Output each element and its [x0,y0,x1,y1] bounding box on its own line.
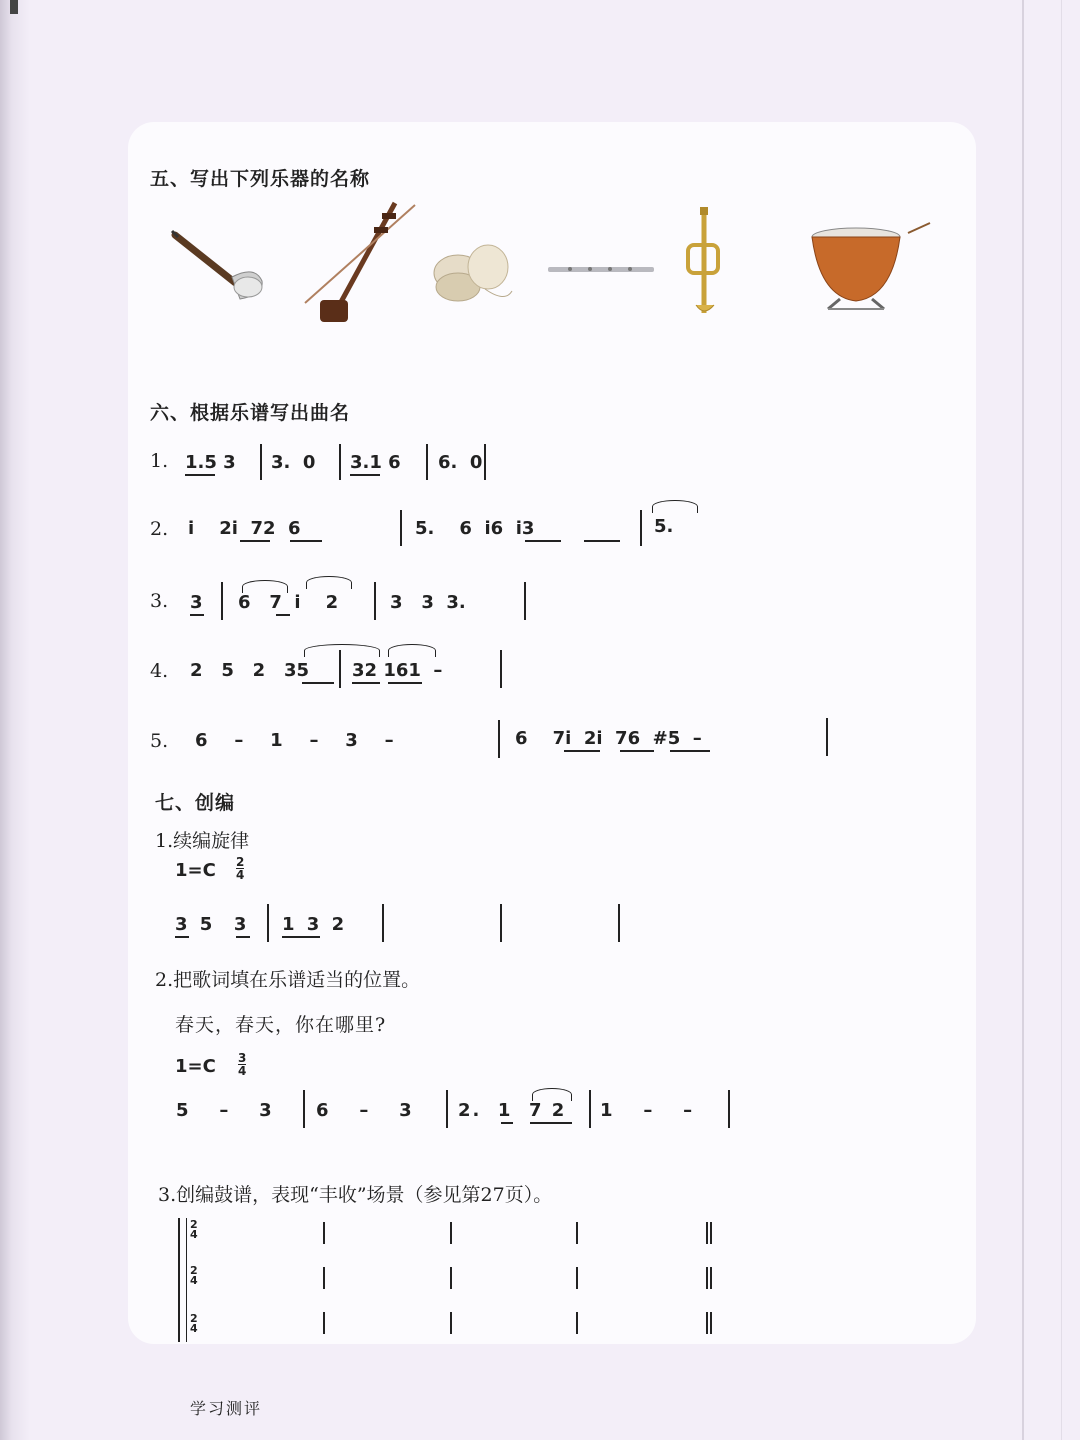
create-q1-time-signature [236,856,244,881]
barline [618,904,620,942]
underline [501,1122,513,1124]
barline [450,1222,452,1244]
tie [242,580,288,593]
time-sig-bottom: 4 [190,1228,198,1241]
page-footer: 学习测评 [190,1399,263,1418]
timpani-icon [812,223,930,309]
create-q1-measure-1: 3 5 3 [175,914,250,935]
create-q2-lyrics: 春天，春天，你在哪里? [175,1014,387,1036]
underline [282,936,320,938]
underline [290,540,322,542]
barline [498,720,500,758]
tie [304,644,380,657]
underline [350,474,380,476]
double-barline [710,1267,712,1289]
underline [190,614,204,616]
barline [524,582,526,620]
underline [584,540,620,542]
create-q2-measure-2: 6 – 3 [316,1100,415,1121]
time-sig-top: 2 [190,1264,198,1277]
create-q2-measure-3: 2. 1 7 2 [458,1100,567,1121]
barline [303,1090,305,1128]
create-q2-measure-4: 1 – – [600,1100,696,1121]
time-sig-top: 3 [238,1051,247,1065]
score-5-measure-2: 6 7i 2i 76 #5 – [515,728,702,749]
time-sig-bottom: 4 [190,1274,198,1287]
score-3-measure-2: 3 3 3. [390,592,466,613]
create-q2-label: 2.把歌词填在乐谱适当的位置。 [155,969,421,991]
barline [426,444,428,480]
score-3-number: 3. [150,590,169,612]
time-sig-top: 2 [190,1312,198,1325]
score-4-number: 4. [150,660,169,682]
barline [576,1267,578,1289]
barline [576,1312,578,1334]
create-q2-measure-1: 5 – 3 [176,1100,275,1121]
tie [652,500,698,513]
time-sig-top: 2 [190,1218,198,1231]
double-barline [706,1267,708,1289]
spine-mark [10,0,18,14]
barline [323,1222,325,1244]
tie [388,644,436,657]
score-2-measure-2: 5. 6 i6 i3 [415,518,535,539]
create-q2-key: 1=C [175,1056,216,1077]
barline [323,1267,325,1289]
instrument-images [160,195,960,330]
create-q3-label: 3.创编鼓谱，表现“丰收”场景（参见第27页）。 [158,1184,553,1206]
score-4-measure-2: 32 161 – [352,660,443,681]
underline [276,614,290,616]
barline [374,582,376,620]
create-q1-key: 1=C [175,860,216,881]
underline [352,682,380,684]
barline [339,444,341,480]
book-spine [0,0,30,1440]
drum-time-signature-3 [190,1314,198,1334]
section-7-title: 七、创编 [155,792,236,814]
page-edge-line-outer [1061,0,1062,1440]
score-5-measure-1: 6 – 1 – 3 – [195,730,396,751]
score-1-measure-2: 3. 0 [271,452,316,473]
barline [260,444,262,480]
create-q2-time-signature [238,1052,246,1077]
underline [530,1122,572,1124]
barline [446,1090,448,1128]
score-3-measure-1: 6 7 i 2 [238,592,339,613]
barline [500,904,502,942]
tie [306,576,352,589]
score-5-number: 5. [150,730,169,752]
barline [267,904,269,942]
barline [640,510,642,546]
underline [388,682,422,684]
drum-time-signature-2 [190,1266,198,1286]
time-sig-top: 2 [236,855,245,869]
barline [450,1312,452,1334]
drum-time-signature-1 [190,1220,198,1240]
barline [576,1222,578,1244]
time-sig-bottom: 4 [238,1064,247,1078]
double-barline [710,1222,712,1244]
score-3-pickup: 3 [190,592,203,613]
double-barline [710,1312,712,1334]
barline [484,444,486,480]
erhu-icon [305,203,415,322]
suona-icon [172,231,262,299]
barline [221,582,223,620]
underline [240,540,270,542]
underline [620,750,654,752]
barline [589,1090,591,1128]
double-barline [706,1312,708,1334]
create-q1-measure-2: 1 3 2 [282,914,348,935]
underline [525,540,561,542]
tie [532,1088,572,1101]
barline [728,1090,730,1128]
underline [670,750,710,752]
time-sig-bottom: 4 [190,1322,198,1335]
drum-staff-brace [178,1218,187,1342]
score-1-measure-4: 6. 0 [438,452,483,473]
underline [236,936,250,938]
double-barline [706,1222,708,1244]
underline [175,936,189,938]
trumpet-icon [688,207,718,313]
cymbals-icon [434,245,512,301]
underline [302,682,334,684]
barline [826,718,828,756]
score-1-measure-3: 3.1 6 [350,452,401,473]
score-1-number: 1. [150,450,169,472]
page-edge-line [1022,0,1024,1440]
barline [382,904,384,942]
score-2-measure-3: 5. [654,516,674,537]
score-2-number: 2. [150,518,169,540]
barline [450,1267,452,1289]
barline [500,650,502,688]
section-5-title: 五、写出下列乐器的名称 [150,168,371,190]
section-6-title: 六、根据乐谱写出曲名 [150,402,351,424]
score-1-measure-1: 1.5 3 [185,452,236,473]
score-2-measure-1: i 2i 72 6 [188,518,301,539]
score-4-measure-1: 2 5 2 35 [190,660,310,681]
flute-icon [548,267,654,272]
barline [323,1312,325,1334]
create-q1-label: 1.续编旋律 [155,830,250,852]
time-sig-bottom: 4 [236,868,245,882]
underline [564,750,600,752]
underline [185,474,215,476]
barline [400,510,402,546]
